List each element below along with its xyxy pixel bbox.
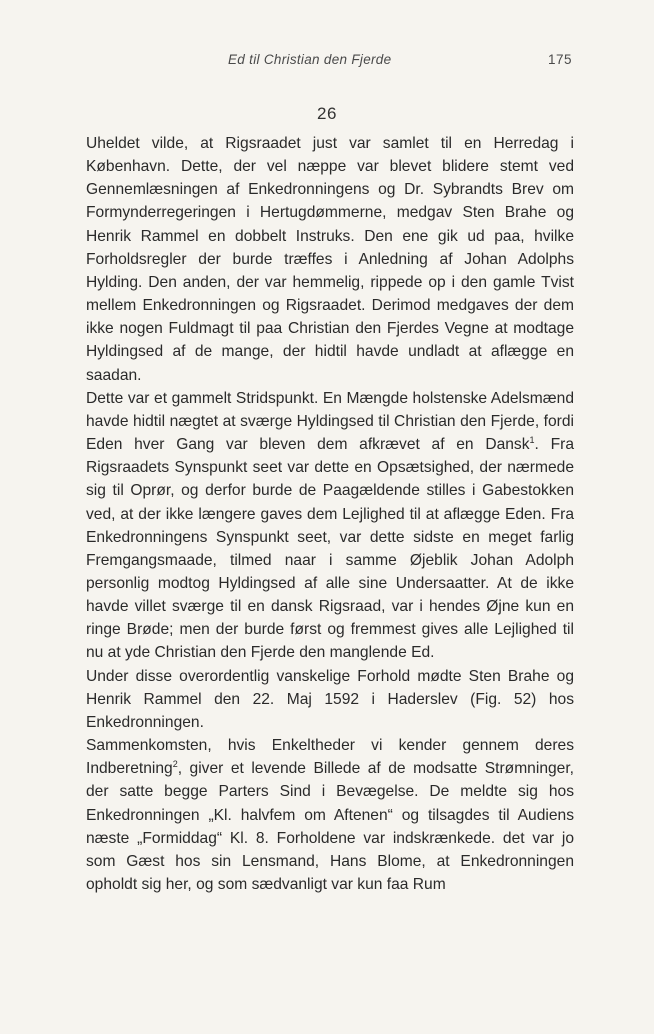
running-title: Ed til Christian den Fjerde [228, 52, 392, 67]
body-text [86, 132, 574, 896]
paragraph-2 [86, 387, 574, 665]
paragraph-1 [86, 132, 574, 387]
running-header [86, 52, 572, 72]
paragraph-4 [86, 734, 574, 896]
paragraph-text: . Fra Rigsraadets Synspunkt seet var dette en Opsætsighed, der nærmede sig til Oprør, og derfor burde de Paagældende stilles i Gabestokken ved, at der ikke længere gaves dem Lejlighed til at aflægge Eden. Fra Enkedronningens Synspunkt seet, var dette sidste en meget farlig Fremgangsmaade, tilmed naar i samme Øjeblik Johan Adolph personlig modtog Hyldingsed af alle sine Undersaatter. At de ikke havde villet sværge til en dansk Rigsraad, var i hendes Øjne kun en ringe Brøde; men der burde først og fremmest gives alle Lejlighed til nu at yde Christian den Fjerde den manglende Ed. [86, 436, 574, 662]
footnote-marker: 1 [529, 434, 535, 445]
section-number: 26 [317, 104, 337, 123]
paragraph-text: Under disse overordentlig vanskelige Forhold mødte Sten Brahe og Henrik Rammel den 22. Maj 1592 i Haderslev (Fig. 52) hos Enkedronningen. [86, 667, 574, 731]
paragraph-3 [86, 665, 574, 734]
page-number: 175 [547, 52, 572, 67]
paragraph-text: Uheldet vilde, at Rigsraadet just var samlet til en Herredag i København. Dette, der vel næppe var blevet blidere stemt ved Gennemlæsningen af Enkedronningens og Dr. Sybrandts Brev om Formynderregeringen i Hertugdømmerne, medgav Sten Brahe og Henrik Rammel en dobbelt Instruks. Den ene gik ud paa, hvilke Forholdsregler der burde træffes i Anledning af Johan Adolphs Hylding. Den anden, der var hemmelig, rippede op i den gamle Tvist mellem Enkedronningen og Rigsraadet. Derimod medgaves der dem ikke nogen Fuldmagt til paa Christian den Fjerdes Vegne at modtage Hyldingsed af de mange, der hidtil havde undladt at aflægge en saadan. [86, 135, 574, 384]
footnote-marker: 2 [172, 759, 178, 770]
paragraph-text: Sammenkomsten, hvis Enkeltheder vi kender gennem deres Indberetning [86, 737, 574, 778]
paragraph-text: Dette var et gammelt Stridspunkt. En Mængde holstenske Adelsmænd havde hidtil nægtet at sværge Hyldingsed til Christian den Fjerde, fordi Eden hver Gang var bleven dem afkrævet af en Dansk [86, 389, 574, 454]
paragraph-text: , giver et levende Billede af de modsatte Strømninger, der satte begge Parters Sind i Bevægelse. De meldte sig hos Enkedronningen „Kl. halvfem om Aftenen“ og tilsagdes til Audiens næste „Formiddag“ Kl. 8. Forholdene var indskrænkede. det var jo som Gæst hos sin Lensmand, Hans Blome, at Enkedronningen opholdt sig her, og som sædvanligt var kun faa Rum [86, 760, 574, 893]
